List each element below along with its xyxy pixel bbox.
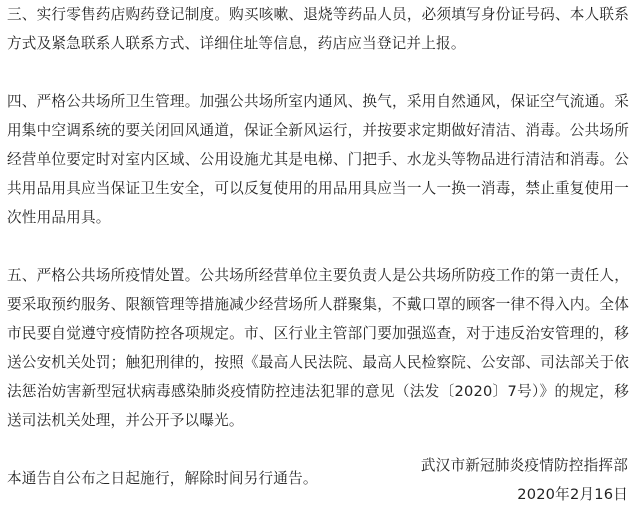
signature-date: 2020年2月16日 — [517, 486, 628, 503]
signature-organization: 武汉市新冠肺炎疫情防控指挥部 — [420, 457, 628, 474]
paragraph-effective-date: 本通告自公布之日起施行，解除时间另行通告。 — [7, 470, 318, 487]
paragraph-pharmacy-registration: 三、实行零售药店购药登记制度。购买咳嗽、退烧等药品人员，必须填写身份证号码、本人联系方式及紧急联系人联系方式、详细住址等信息，药店应当登记并上报。 — [7, 6, 629, 52]
paragraph-epidemic-handling: 五、严格公共场所疫情处置。公共场所经营单位主要负责人是公共场所防疫工作的第一责任人，要采取预约服务、限额管理等措施减少经营场所人群聚集，不戴口罩的顾客一律不得入内。全体市民要自觉遵守疫情防控各项规定。市、区行业主管部门要加强巡查，对于违反治安管理的，移送公安机关处罚；触犯刑律的，按照《最高人民法院、最高人民检察院、公安部、司法部关于依法惩治妨害新型冠状病毒感染肺炎疫情防控违法犯罪的意见（法发〔2020〕7号）》的规定，移送司法机关处理，并公开予以曝光。 — [7, 267, 629, 429]
notice-body — [7, 0, 629, 493]
paragraph-public-hygiene: 四、严格公共场所卫生管理。加强公共场所室内通风、换气，采用自然通风，保证空气流通。采用集中空调系统的要关闭回风通道，保证全新风运行，并按要求定期做好清洁、消毒。公共场所经营单位要定时对室内区域、公用设施尤其是电梯、门把手、水龙头等物品进行清洁和消毒。公共用品用具应当保证卫生安全，可以反复使用的用品用具应当一人一换一消毒，禁止重复使用一次性用品用具。 — [7, 93, 629, 226]
